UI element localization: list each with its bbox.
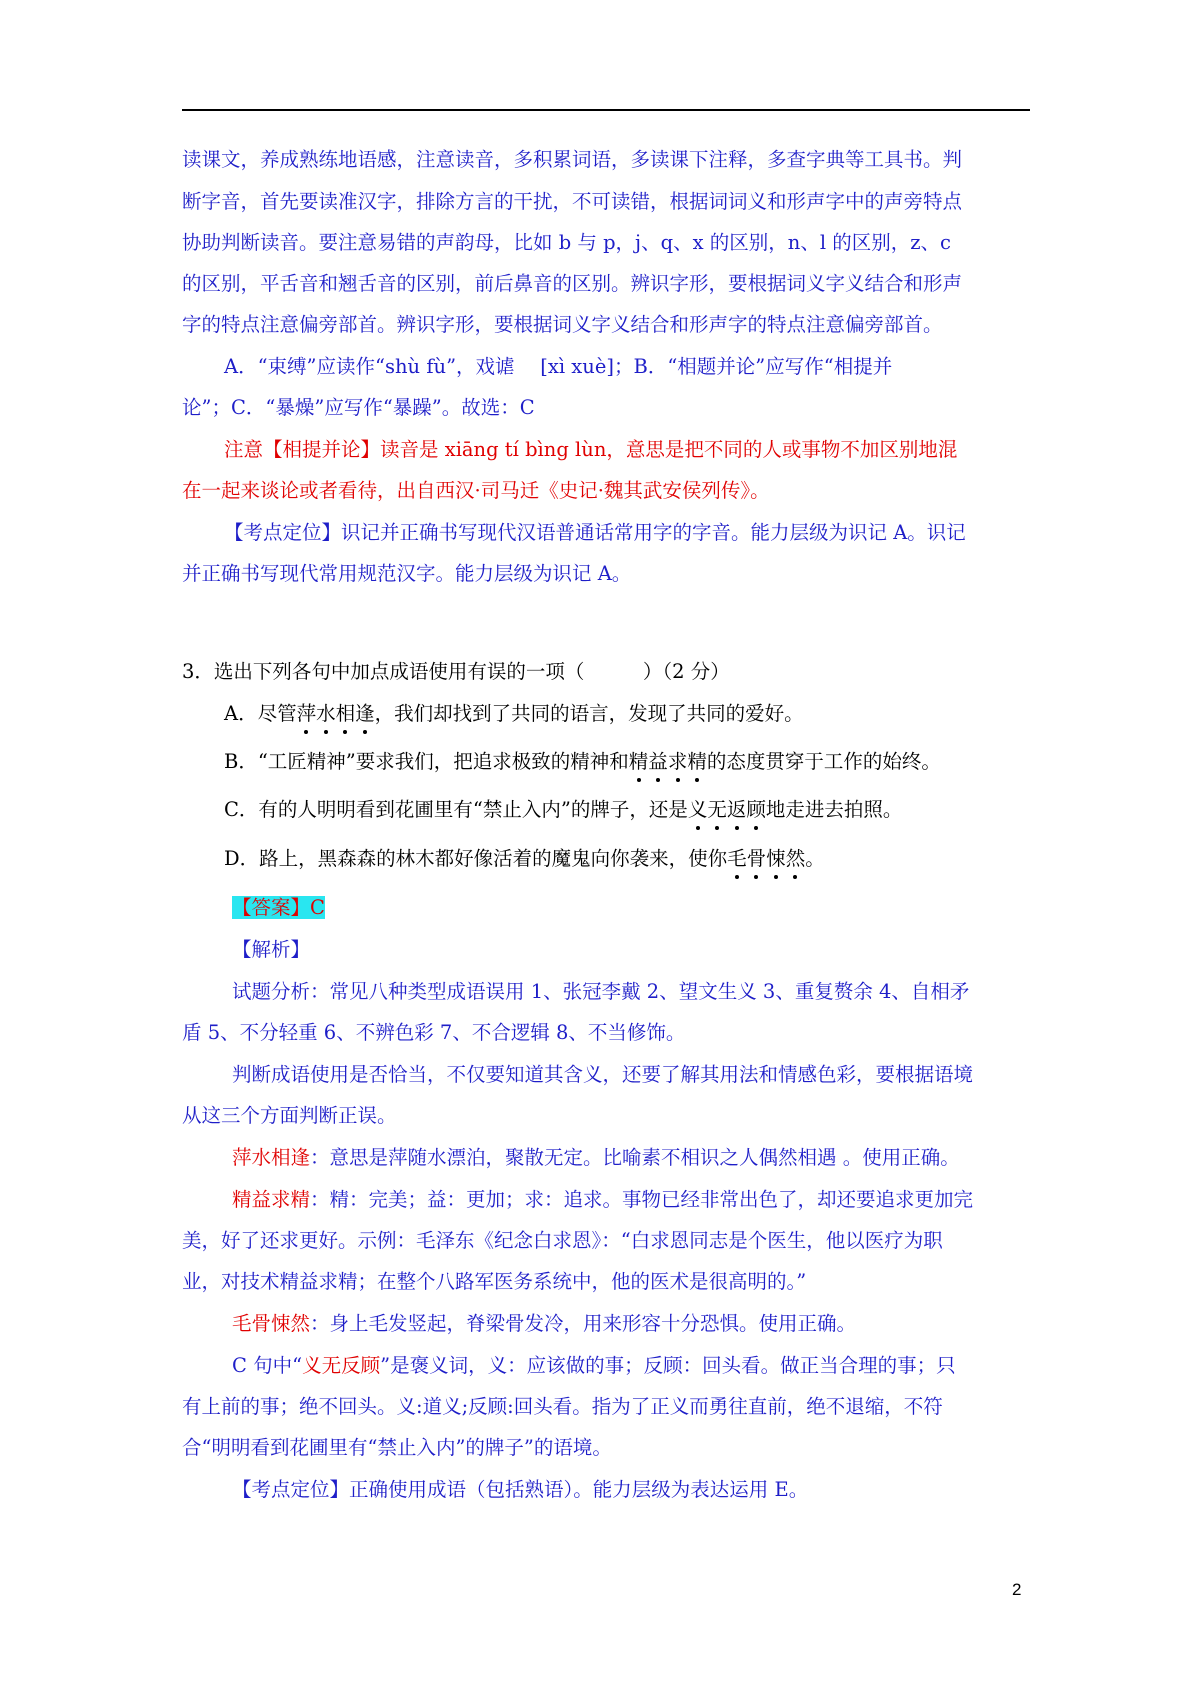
dotted-char: 求 bbox=[668, 748, 688, 776]
dotted-char: 萍 bbox=[297, 700, 317, 728]
analysis-p6-line-3: 合“明明看到花圃里有“禁止入内”的牌子”的语境。 bbox=[182, 1436, 612, 1459]
answer-label bbox=[232, 896, 325, 919]
dotted-char: 相 bbox=[336, 700, 356, 728]
analysis-p6-line-1 bbox=[232, 1352, 956, 1380]
dotted-char: 顾 bbox=[746, 796, 766, 824]
dotted-char: 毛 bbox=[727, 845, 747, 873]
answer-value: C bbox=[310, 896, 325, 919]
dotted-char: 水 bbox=[316, 700, 336, 728]
option-c bbox=[224, 796, 902, 824]
option-a-idiom bbox=[297, 702, 375, 725]
idiom-term: 萍水相逢 bbox=[232, 1146, 311, 1169]
dotted-char: 精 bbox=[629, 748, 649, 776]
idiom-definition: ”是褒义词，义：应该做的事；反顾：回头看。做正当合理的事；只 bbox=[380, 1354, 956, 1377]
option-c-pre: C．有的人明明看到花圃里有“禁止入内”的牌子，还是 bbox=[224, 798, 688, 821]
kaodian-2 bbox=[232, 1476, 808, 1504]
option-a-post: ，我们却找到了共同的语言，发现了共同的爱好。 bbox=[374, 702, 804, 725]
analysis-p4-line-2: 美，好了还求更好。示例：毛泽东《纪念白求恩》：“白求恩同志是个医生，他以医疗为职 bbox=[182, 1229, 943, 1252]
option-b bbox=[224, 748, 941, 776]
option-a-pre: A．尽管 bbox=[224, 702, 297, 725]
analysis-p1-line-1: 试题分析：常见八种类型成语误用 1、张冠李戴 2、望文生义 3、重复赘余 4、自相矛 bbox=[232, 980, 970, 1003]
explanation-line-6: A．“束缚”应读作“shù fù”，戏谑 [xì xuè]；B．“相题并论”应写作“相提并 bbox=[224, 355, 893, 378]
kaodian-2-text: 正确使用成语（包括熟语）。能力层级为表达运用 E。 bbox=[349, 1478, 809, 1501]
analysis-p4-line-3: 业，对技术精益求精；在整个八路军医务系统中，他的医术是很高明的。” bbox=[182, 1270, 807, 1293]
dotted-char: 然 bbox=[786, 845, 806, 873]
dotted-char: 无 bbox=[707, 796, 727, 824]
analysis-p6-line-2: 有上前的事；绝不回头。义:道义;反顾:回头看。指为了正义而勇往直前，绝不退缩，不符 bbox=[182, 1395, 943, 1418]
dotted-char: 逢 bbox=[355, 700, 375, 728]
p6-prefix: C 句中“ bbox=[232, 1354, 303, 1377]
question-stem: 3．选出下列各句中加点成语使用有误的一项（ ）（2 分） bbox=[182, 660, 730, 683]
option-d-post: 。 bbox=[805, 847, 825, 870]
option-d-pre: D．路上，黑森森的林木都好像活着的魔鬼向你袭来，使你 bbox=[224, 847, 728, 870]
note-line-2: 在一起来谈论或者看待，出自西汉·司马迁《史记·魏其武安侯列传》。 bbox=[182, 479, 770, 502]
idiom-term: 毛骨悚然 bbox=[232, 1312, 311, 1335]
explanation-line-5: 字的特点注意偏旁部首。辨识字形，要根据词义字义结合和形声字的特点注意偏旁部首。 bbox=[182, 313, 943, 336]
kaodian-line-1: 【考点定位】识记并正确书写现代汉语普通话常用字的字音。能力层级为识记 A。识记 bbox=[224, 521, 966, 544]
analysis-p2-line-1: 判断成语使用是否恰当，不仅要知道其含义，还要了解其用法和情感色彩，要根据语境 bbox=[232, 1063, 974, 1086]
analysis-p5 bbox=[232, 1310, 856, 1338]
idiom-definition: ：意思是萍随水漂泊，聚散无定。比喻素不相识之人偶然相遇 。使用正确。 bbox=[310, 1146, 960, 1169]
analysis-p4-line-1 bbox=[232, 1186, 973, 1214]
explanation-line-7: 论”；C．“暴燥”应写作“暴躁”。故选：C bbox=[182, 396, 535, 419]
header-rule bbox=[182, 109, 1030, 111]
option-d bbox=[224, 845, 825, 873]
analysis-label: 【解析】 bbox=[232, 938, 311, 961]
explanation-line-4: 的区别，平舌音和翘舌音的区别，前后鼻音的区别。辨识字形，要根据词义字义结合和形声 bbox=[182, 272, 963, 295]
option-b-idiom bbox=[629, 750, 707, 773]
option-c-post: 地走进去拍照。 bbox=[765, 798, 903, 821]
explanation-line-2: 断字音，首先要读准汉字，排除方言的干扰，不可读错，根据词词义和形声字中的声旁特点 bbox=[182, 190, 963, 213]
idiom-definition: ：精：完美；益：更加；求：追求。事物已经非常出色了，却还要追求更加完 bbox=[310, 1188, 974, 1211]
option-c-idiom bbox=[688, 798, 766, 821]
analysis-p2-line-2: 从这三个方面判断正误。 bbox=[182, 1104, 397, 1127]
page-number: 2 bbox=[1012, 1580, 1022, 1599]
kaodian-line-2: 并正确书写现代常用规范汉字。能力层级为识记 A。 bbox=[182, 562, 632, 585]
answer-line bbox=[232, 894, 325, 922]
answer-label-text: 【答案】 bbox=[232, 896, 311, 919]
option-b-pre: B．“工匠精神”要求我们，把追求极致的精神和 bbox=[224, 750, 629, 773]
analysis-p3 bbox=[232, 1144, 960, 1172]
idiom-term: 义无反顾 bbox=[302, 1354, 381, 1377]
idiom-term: 精益求精 bbox=[232, 1188, 311, 1211]
option-d-idiom bbox=[727, 847, 805, 870]
note-line-1: 注意【相提并论】读音是 xiāng tí bìng lùn，意思是把不同的人或事物不加区别地混 bbox=[224, 438, 958, 461]
dotted-char: 悚 bbox=[766, 845, 786, 873]
dotted-char: 返 bbox=[727, 796, 747, 824]
explanation-line-3: 协助判断读音。要注意易错的声韵母，比如 b 与 p，j、q、x 的区别，n、l 的区别，z、c bbox=[182, 231, 951, 254]
kaodian-2-tag: 【考点定位】 bbox=[232, 1478, 350, 1501]
analysis-p1-line-2: 盾 5、不分轻重 6、不辨色彩 7、不合逻辑 8、不当修饰。 bbox=[182, 1021, 686, 1044]
option-a bbox=[224, 700, 804, 728]
dotted-char: 精 bbox=[687, 748, 707, 776]
explanation-line-1: 读课文，养成熟练地语感，注意读音，多积累词语，多读课下注释，多查字典等工具书。判 bbox=[182, 148, 963, 171]
dotted-char: 义 bbox=[688, 796, 708, 824]
dotted-char: 骨 bbox=[747, 845, 767, 873]
idiom-definition: ：身上毛发竖起，脊梁骨发冷，用来形容十分恐惧。使用正确。 bbox=[310, 1312, 857, 1335]
dotted-char: 益 bbox=[648, 748, 668, 776]
option-b-post: 的态度贯穿于工作的始终。 bbox=[706, 750, 941, 773]
